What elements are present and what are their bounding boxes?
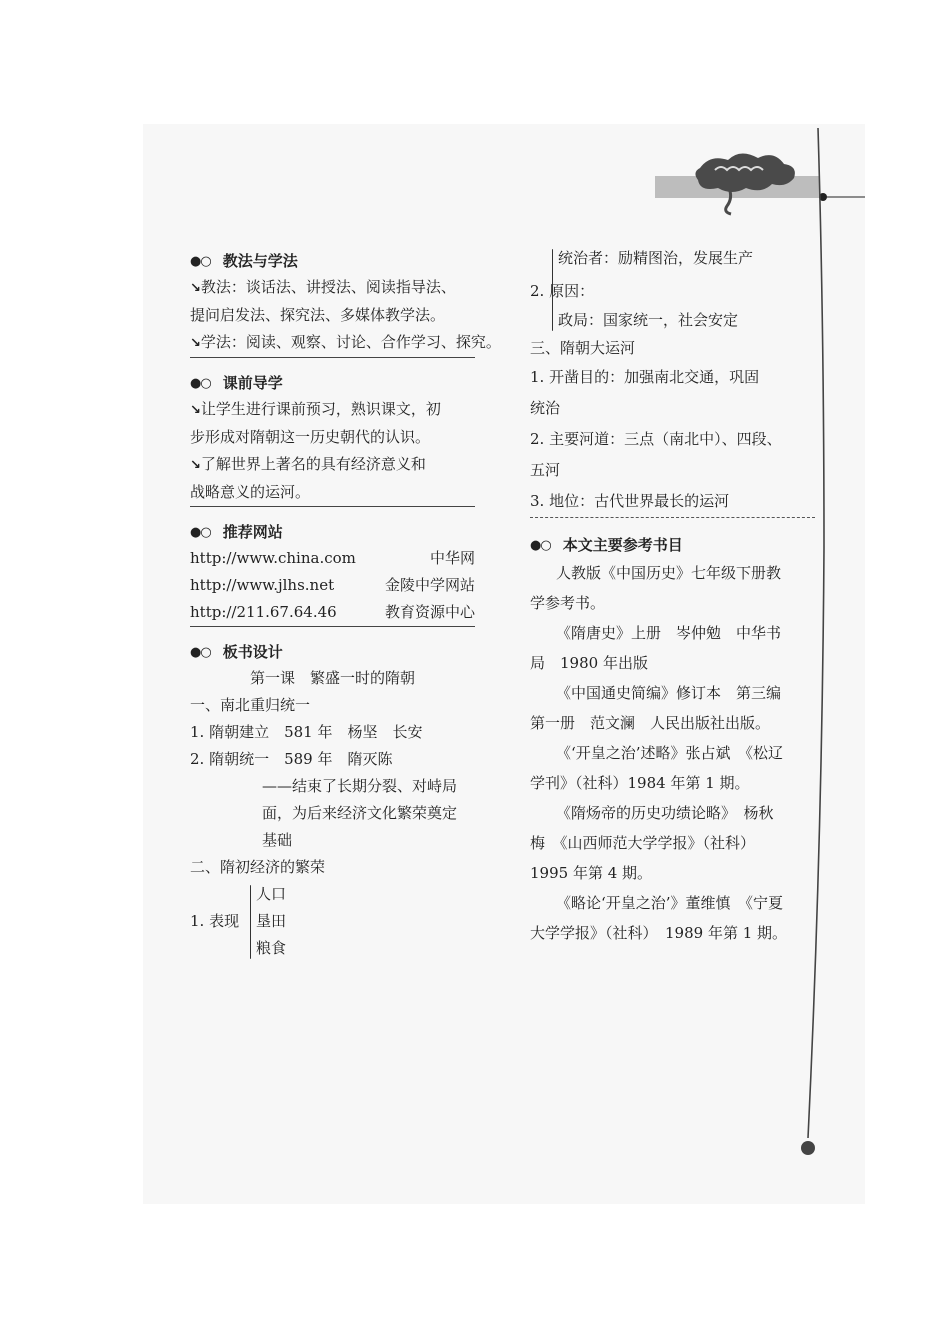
website-name: 金陵中学网站 xyxy=(384,576,475,594)
website-row xyxy=(190,599,475,627)
corner-arrow-icon: ↘ xyxy=(190,281,201,296)
section-title: 推荐网站 xyxy=(222,522,283,541)
section-heading xyxy=(190,519,475,545)
section-title: 教法与学法 xyxy=(222,251,298,270)
text-line: 政局：国家统一，社会安定 xyxy=(558,311,739,329)
reference-line: 《中国通史简编》修订本 第三编 xyxy=(556,684,782,702)
text-line: 2. 主要河道：三点（南北中）、四段、 xyxy=(530,430,782,448)
reference-line: 《隋炀帝的历史功绩论略》 杨秋 xyxy=(556,804,774,822)
reference-list xyxy=(530,558,815,948)
reference-line: 《隋唐史》上册 岑仲勉 中华书 xyxy=(556,624,782,642)
corner-arrow-icon: ↘ xyxy=(190,458,201,473)
board-title: 第一课 繁盛一时的隋朝 xyxy=(249,669,415,687)
reference-line: 《‘开皇之治’述略》张占斌 《松辽 xyxy=(556,744,784,762)
reference-line: 学刊》（社科）1984 年第 1 期。 xyxy=(530,774,750,792)
brace xyxy=(250,885,251,959)
text-line: 人口 xyxy=(256,885,287,903)
dot-ring-icon: ●○ xyxy=(190,375,211,391)
section-heading xyxy=(190,370,475,396)
brace xyxy=(552,249,553,331)
text-line: 1. 开凿目的：加强南北交通，巩固 xyxy=(530,368,760,386)
text-line: ↘让学生进行课前预习，熟识课文，初 xyxy=(190,400,441,418)
reference-line: 1995 年第 4 期。 xyxy=(530,864,653,882)
text-line: ↘学法：阅读、观察、讨论、合作学习、探究。 xyxy=(190,329,475,358)
reference-line: 《略论‘开皇之治’》董维慎 《宁夏 xyxy=(556,894,784,912)
left-column xyxy=(190,248,501,962)
text-line: 二、隋初经济的繁荣 xyxy=(190,858,326,876)
text-line: 五河 xyxy=(530,461,561,479)
reference-line: 学参考书。 xyxy=(530,594,606,612)
dot-ring-icon: ●○ xyxy=(190,253,211,269)
text-line: 战略意义的运河。 xyxy=(190,479,475,507)
text-line: 步形成对隋朝这一历史朝代的认识。 xyxy=(190,428,431,446)
text-line: 统治者：励精图治，发展生产 xyxy=(558,249,754,267)
section-title: 板书设计 xyxy=(222,642,283,661)
reference-line: 大学学报》（社科） 1989 年第 1 期。 xyxy=(530,924,788,942)
reference-line: 人教版《中国历史》七年级下册教 xyxy=(556,564,782,582)
text-line: 三、隋朝大运河 xyxy=(530,339,636,357)
reference-line: 局 1980 年出版 xyxy=(530,654,648,672)
brace-group xyxy=(530,245,815,335)
website-row xyxy=(190,545,475,572)
section-heading xyxy=(190,639,475,665)
text-line: 统治 xyxy=(530,399,561,417)
text-line: 3. 地位：古代世界最长的运河 xyxy=(530,486,815,518)
website-name: 中华网 xyxy=(429,549,475,567)
text-line: 面，为后来经济文化繁荣奠定 xyxy=(262,804,458,822)
corner-arrow-icon: ↘ xyxy=(190,336,201,351)
section-heading xyxy=(530,532,815,558)
text-line: 1. 隋朝建立 581 年 杨坚 长安 xyxy=(190,723,423,741)
text-line: 粮食 xyxy=(256,939,287,957)
website-link[interactable]: http://www.china.com xyxy=(190,549,356,567)
text-line: 垦田 xyxy=(256,912,287,930)
dot-ring-icon: ●○ xyxy=(190,524,211,540)
text-line: 2. 隋朝统一 589 年 隋灭陈 xyxy=(190,750,393,768)
section-title: 本文主要参考书目 xyxy=(562,535,683,554)
section-heading xyxy=(190,248,475,274)
reference-line: 第一册 范文澜 人民出版社出版。 xyxy=(530,714,771,732)
dot-ring-icon: ●○ xyxy=(530,537,551,553)
text-line: ↘了解世界上著名的具有经济意义和 xyxy=(190,455,426,473)
text-line: 提问启发法、探究法、多媒体教学法。 xyxy=(190,306,446,324)
brace-group xyxy=(190,881,475,962)
text-line: 一、南北重归统一 xyxy=(190,696,311,714)
text-line: 2. 原因： xyxy=(530,282,595,300)
website-name: 教育资源中心 xyxy=(384,603,475,621)
text-line: 基础 xyxy=(262,831,293,849)
website-link[interactable]: http://www.jlhs.net xyxy=(190,576,335,594)
text-line: ——结束了长期分裂、对峙局 xyxy=(262,777,458,795)
right-column xyxy=(530,245,815,948)
website-link[interactable]: http://211.67.64.46 xyxy=(190,603,337,621)
corner-arrow-icon: ↘ xyxy=(190,403,201,418)
text-line: 1. 表现 xyxy=(190,912,240,930)
text-line: ↘教法：谈话法、讲授法、阅读指导法、 xyxy=(190,278,456,296)
section-title: 课前导学 xyxy=(222,373,283,392)
website-row xyxy=(190,572,475,599)
reference-line: 梅 《山西师范大学学报》（社科） xyxy=(530,834,756,852)
cloud-ornament-icon xyxy=(655,148,865,218)
dot-ring-icon: ●○ xyxy=(190,644,211,660)
